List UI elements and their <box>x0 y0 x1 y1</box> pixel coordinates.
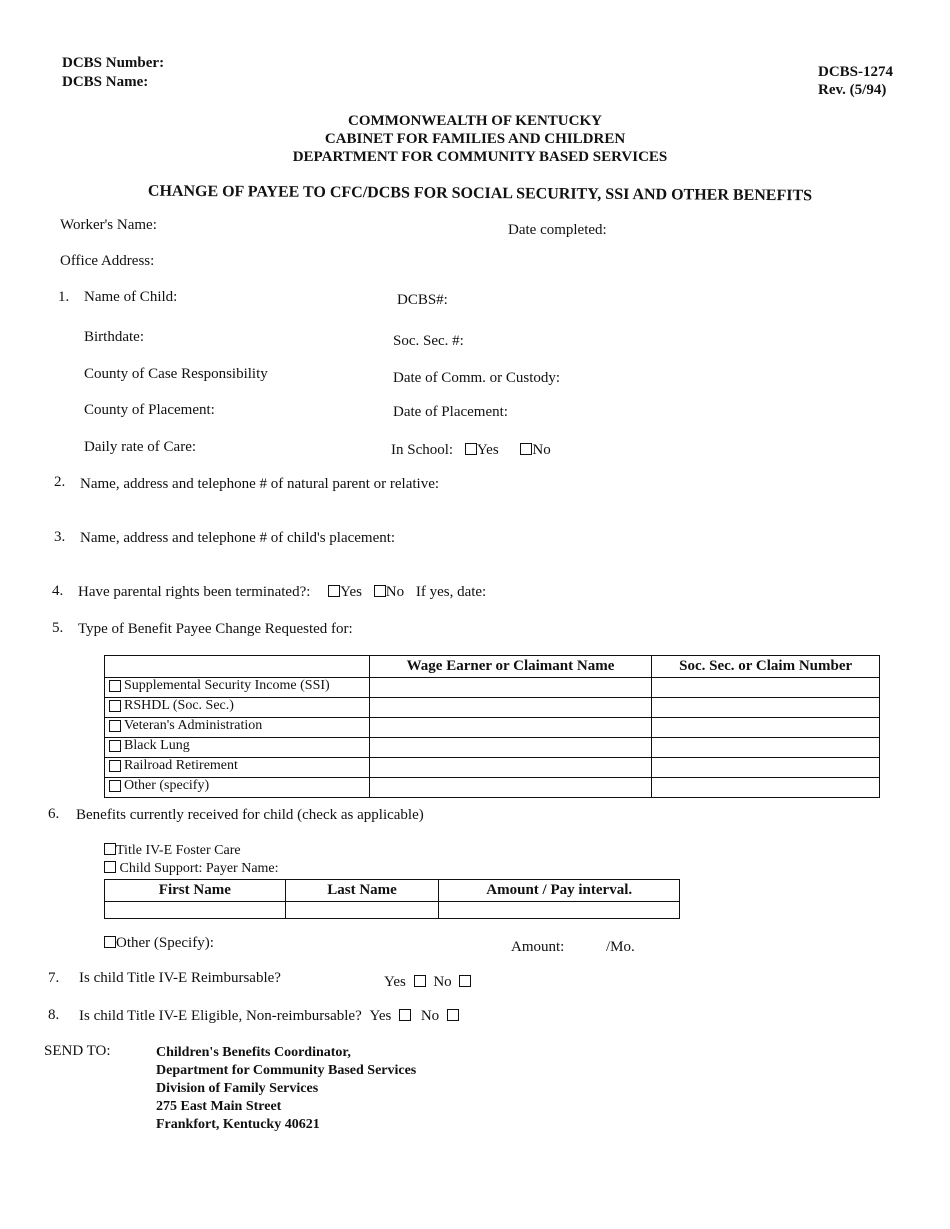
table-header-row <box>105 880 680 902</box>
benefit-type-cell <box>105 698 370 718</box>
per-month-label: /Mo. <box>606 939 635 955</box>
title-ive-label: Title IV-E Foster Care <box>116 843 241 858</box>
first-name-header: First Name <box>105 880 286 902</box>
child-support-table <box>104 879 680 919</box>
q6-text: Benefits currently received for child (check as applicable) <box>76 807 424 823</box>
child-support-row <box>104 861 279 877</box>
ssi-checkbox[interactable] <box>109 680 121 692</box>
last-name-cell[interactable] <box>285 902 439 919</box>
claim-number-cell[interactable] <box>652 678 880 698</box>
wage-earner-cell[interactable] <box>369 778 652 798</box>
q4-number: 4. <box>52 583 64 599</box>
q4-no-checkbox[interactable] <box>374 585 386 597</box>
send-to-label: SEND TO: <box>44 1043 111 1059</box>
title-ive-row <box>104 843 241 859</box>
black-lung-checkbox[interactable] <box>109 740 121 752</box>
claim-number-cell[interactable] <box>652 778 880 798</box>
form-number: DCBS-1274 <box>818 64 894 80</box>
date-comm-label: Date of Comm. or Custody: <box>393 370 561 386</box>
first-name-cell[interactable] <box>105 902 286 919</box>
claim-number-cell[interactable] <box>652 738 880 758</box>
table-row <box>105 718 880 738</box>
railroad-checkbox[interactable] <box>109 760 121 772</box>
send-to-line-3: Division of Family Services <box>156 1081 319 1096</box>
q8-row <box>79 1008 459 1025</box>
claim-number-cell[interactable] <box>652 758 880 778</box>
benefit-type-cell <box>105 738 370 758</box>
agency-line-3: DEPARTMENT FOR COMMUNITY BASED SERVICES <box>292 149 668 165</box>
claim-number-cell[interactable] <box>652 698 880 718</box>
table-row <box>105 902 680 919</box>
in-school-row <box>391 442 551 459</box>
soc-sec-label: Soc. Sec. #: <box>393 333 464 349</box>
other-benefit-checkbox[interactable] <box>109 780 121 792</box>
q7-yes-label: Yes <box>384 974 406 990</box>
other-specify-row <box>104 935 214 952</box>
ssi-label: Supplemental Security Income (SSI) <box>124 678 330 693</box>
other-benefit-label: Other (specify) <box>124 778 210 793</box>
date-placement-label: Date of Placement: <box>393 404 508 420</box>
q5-number: 5. <box>52 620 64 636</box>
benefit-type-cell <box>105 678 370 698</box>
q8-no-checkbox[interactable] <box>447 1009 459 1021</box>
dcbs-no-label: DCBS#: <box>397 292 448 308</box>
q8-no-label: No <box>420 1008 440 1024</box>
q4-if-yes-label: If yes, date: <box>415 584 487 600</box>
q7-no-checkbox[interactable] <box>459 975 471 987</box>
veterans-checkbox[interactable] <box>109 720 121 732</box>
other-specify-checkbox[interactable] <box>104 936 116 948</box>
date-completed-label: Date completed: <box>508 222 607 238</box>
last-name-header: Last Name <box>285 880 439 902</box>
q4-yes-label: Yes <box>340 584 362 600</box>
benefit-type-cell <box>105 758 370 778</box>
q8-yes-label: Yes <box>369 1008 392 1024</box>
amount-interval-cell[interactable] <box>439 902 680 919</box>
claim-number-header: Soc. Sec. or Claim Number <box>652 656 880 678</box>
send-to-line-4: 275 East Main Street <box>156 1099 282 1114</box>
county-case-label: County of Case Responsibility <box>84 366 268 382</box>
table-header-row <box>105 656 880 678</box>
form-revision: Rev. (5/94) <box>818 82 887 98</box>
q4-row <box>78 584 486 601</box>
dcbs-name-label: DCBS Name: <box>62 74 149 90</box>
benefit-type-cell <box>105 718 370 738</box>
black-lung-label: Black Lung <box>124 738 190 753</box>
blank-header-cell <box>105 656 370 678</box>
send-to-line-5: Frankfort, Kentucky 40621 <box>156 1117 320 1132</box>
send-to-line-1: Children's Benefits Coordinator, <box>156 1045 351 1060</box>
wage-earner-header: Wage Earner or Claimant Name <box>369 656 652 678</box>
wage-earner-cell[interactable] <box>369 678 652 698</box>
in-school-no-label: No <box>532 442 551 458</box>
table-row <box>105 738 880 758</box>
benefit-type-table <box>104 655 880 798</box>
q5-text: Type of Benefit Payee Change Requested for: <box>78 621 353 637</box>
q4-no-label: No <box>385 584 405 600</box>
in-school-no-checkbox[interactable] <box>520 443 532 455</box>
q3-text: Name, address and telephone # of child's placement: <box>80 530 396 546</box>
q8-number: 8. <box>48 1007 60 1023</box>
q8-text: Is child Title IV-E Eligible, Non-reimbursable? <box>79 1008 362 1024</box>
q4-yes-checkbox[interactable] <box>328 585 340 597</box>
dcbs-number-label: DCBS Number: <box>62 55 165 71</box>
wage-earner-cell[interactable] <box>369 718 652 738</box>
office-address-label: Office Address: <box>60 253 155 269</box>
child-support-label: Child Support: Payer Name: <box>119 861 279 876</box>
table-row <box>105 758 880 778</box>
railroad-label: Railroad Retirement <box>124 758 238 773</box>
agency-line-1: COMMONWEALTH OF KENTUCKY <box>348 113 602 129</box>
q8-yes-checkbox[interactable] <box>399 1009 411 1021</box>
wage-earner-cell[interactable] <box>369 738 652 758</box>
in-school-label: In School: <box>391 442 454 458</box>
title-ive-checkbox[interactable] <box>104 843 116 855</box>
county-placement-label: County of Placement: <box>84 402 215 418</box>
q2-number: 2. <box>54 474 66 490</box>
rshdl-checkbox[interactable] <box>109 700 121 712</box>
q7-no-label: No <box>433 974 452 990</box>
workers-name-label: Worker's Name: <box>60 217 157 233</box>
agency-line-2: CABINET FOR FAMILIES AND CHILDREN <box>324 131 626 147</box>
q6-number: 6. <box>48 806 60 822</box>
other-specify-label: Other (Specify): <box>116 935 214 951</box>
amount-interval-header: Amount / Pay interval. <box>439 880 680 902</box>
q7-yes-checkbox[interactable] <box>414 975 426 987</box>
q3-number: 3. <box>54 529 66 545</box>
claim-number-cell[interactable] <box>652 718 880 738</box>
rshdl-label: RSHDL (Soc. Sec.) <box>124 698 234 713</box>
q7-options <box>384 974 471 991</box>
q7-number: 7. <box>48 970 60 986</box>
birthdate-label: Birthdate: <box>84 329 144 345</box>
veterans-label: Veteran's Administration <box>124 718 263 733</box>
q2-text: Name, address and telephone # of natural parent or relative: <box>80 476 440 492</box>
in-school-yes-checkbox[interactable] <box>465 443 477 455</box>
q4-text: Have parental rights been terminated?: <box>78 584 311 600</box>
q1-number: 1. <box>58 289 70 305</box>
q7-text: Is child Title IV-E Reimbursable? <box>79 970 281 986</box>
benefit-type-cell <box>105 778 370 798</box>
wage-earner-cell[interactable] <box>369 698 652 718</box>
table-row <box>105 678 880 698</box>
daily-rate-label: Daily rate of Care: <box>84 439 197 455</box>
send-to-line-2: Department for Community Based Services <box>156 1063 417 1078</box>
table-row <box>105 698 880 718</box>
table-row <box>105 778 880 798</box>
wage-earner-cell[interactable] <box>369 758 652 778</box>
form-title: CHANGE OF PAYEE TO CFC/DCBS FOR SOCIAL SECURITY, SSI AND OTHER BENEFITS <box>147 182 813 205</box>
amount-label: Amount: <box>511 939 565 955</box>
in-school-yes-label: Yes <box>476 442 499 458</box>
name-of-child-label: Name of Child: <box>84 289 178 305</box>
child-support-checkbox[interactable] <box>104 861 116 873</box>
